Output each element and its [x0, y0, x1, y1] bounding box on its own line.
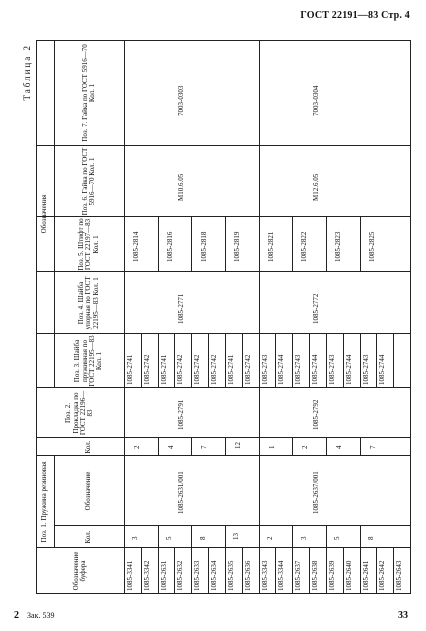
cell-qty2: 1 [267, 445, 276, 449]
cell-buffer: 1085-3344 [277, 560, 286, 591]
cell-qty2: 7 [200, 445, 209, 449]
cell-qty1: 3 [131, 536, 140, 540]
header-pos1-designation: Обозначение [84, 471, 93, 511]
group-divider-qty1 [191, 526, 192, 548]
cell-pos5: 1085-2818 [199, 231, 208, 262]
row-divider-buffer [309, 548, 310, 594]
cell-pos3: 1085-2743 [327, 354, 336, 385]
group-divider-qty1 [225, 526, 226, 548]
cell-buffer: 1085-2643 [395, 560, 404, 591]
cell-pos3: 1085-2743 [361, 354, 370, 385]
cell-pos5: 1085-2822 [300, 231, 309, 262]
cell-pos7-series-b: 7003-0304 [312, 85, 321, 116]
cell-buffer: 1085-3343 [260, 560, 269, 591]
cell-buffer: 1085-2637 [294, 560, 303, 591]
cell-buffer: 1085-3342 [142, 560, 151, 591]
cell-buffer: 1085-2641 [361, 560, 370, 591]
cell-pos3: 1085-2742 [176, 354, 185, 385]
row-divider-pos3 [158, 334, 159, 388]
cell-pos1-series-b: 1085-2637/001 [312, 471, 321, 514]
cell-buffer: 1085-2635 [226, 560, 235, 591]
cell-qty2: 2 [301, 445, 310, 449]
group-divider-qty2 [191, 438, 192, 456]
cell-qty1: 3 [299, 536, 308, 540]
cell-pos3: 1085-2742 [142, 354, 151, 385]
cell-pos7-series-a: 7003-0303 [177, 85, 186, 116]
row-divider-buffer [393, 548, 394, 594]
row-divider-pos3 [360, 334, 361, 388]
table-border-bottom [410, 40, 411, 594]
cell-pos3: 1085-2743 [294, 354, 303, 385]
row-divider-buffer [326, 548, 327, 594]
footer-page-right: 33 [398, 610, 408, 621]
row-divider-pos3 [141, 334, 142, 388]
cell-pos6-series-a: M10.6.05 [177, 173, 186, 201]
group-divider-pos5 [158, 217, 159, 272]
cell-pos5: 1085-2821 [266, 231, 275, 262]
row-divider-pos3 [208, 334, 209, 388]
cell-qty2: 4 [166, 445, 175, 449]
cell-pos3: 1085-2742 [243, 354, 252, 385]
row-divider-pos3 [191, 334, 192, 388]
row-divider-buffer [343, 548, 344, 594]
cell-buffer: 1085-2638 [311, 560, 320, 591]
group-divider-qty2 [259, 438, 260, 456]
row-divider-pos3 [174, 334, 175, 388]
group-divider-qty2 [292, 438, 293, 456]
cell-pos3: 1085-2741 [226, 354, 235, 385]
cell-qty2: 12 [234, 442, 243, 449]
row-divider-buffer [141, 548, 142, 594]
cell-qty1: 8 [198, 536, 207, 540]
cell-qty1: 2 [266, 536, 274, 540]
cell-pos3: 1085-2741 [159, 354, 168, 385]
header-pos7: Поз. 7. Гайка по ГОСТ 5916—70 Кол. 1 [80, 44, 96, 142]
cell-pos3: 1085-2742 [193, 354, 202, 385]
cell-buffer: 1085-2640 [344, 560, 353, 591]
row-divider-buffer [376, 548, 377, 594]
cell-qty2: 7 [368, 445, 377, 449]
cell-qty1: 5 [165, 536, 174, 540]
cell-pos3: 1085-2743 [260, 354, 269, 385]
cell-pos3: 1085-2744 [344, 354, 353, 385]
group-divider-pos5 [259, 217, 260, 272]
cell-pos5: 1085-2823 [334, 231, 343, 262]
cell-pos5: 1085-2814 [132, 231, 141, 262]
group-divider-qty1 [360, 526, 361, 548]
row-divider-buffer [259, 548, 260, 594]
header-pos1-qty: Кол. [84, 530, 93, 544]
group-divider-qty2 [225, 438, 226, 456]
cell-pos4-series-b: 1085-2772 [312, 293, 321, 324]
cell-pos5: 1085-2816 [165, 231, 174, 262]
page-header: ГОСТ 22191—83 Стр. 4 [300, 10, 410, 21]
row-divider-pos3 [343, 334, 344, 388]
row-divider-pos3 [275, 334, 276, 388]
cell-pos1-series-a: 1085-2631/001 [177, 471, 186, 514]
row-divider-buffer [174, 548, 175, 594]
header-pos1: Поз. 1. Пружина резиновая [40, 461, 49, 543]
header-designations: Обозначения [40, 194, 49, 234]
group-divider-pos5 [191, 217, 192, 272]
row-divider-buffer [275, 548, 276, 594]
cell-qty1: 8 [366, 536, 375, 540]
cell-pos2-series-a: 1085-2791 [177, 399, 186, 430]
cell-qty1: 5 [333, 536, 342, 540]
row-divider-pos3 [376, 334, 377, 388]
row-divider-pos3 [225, 334, 226, 388]
row-divider-buffer [191, 548, 192, 594]
row-divider-pos3 [242, 334, 243, 388]
cell-pos3: 1085-2744 [277, 354, 286, 385]
cell-buffer: 1085-2636 [243, 560, 252, 591]
header-divider [124, 40, 125, 594]
row-divider-buffer [158, 548, 159, 594]
header-pos2-qty: Кол. [84, 440, 93, 454]
series-divider-pos2 [259, 388, 260, 438]
table-title: Таблица 2 [22, 44, 32, 101]
row-divider-pos3 [309, 334, 310, 388]
cell-buffer: 1085-2639 [327, 560, 336, 591]
cell-buffer: 1085-2631 [159, 560, 168, 591]
row-divider-buffer [292, 548, 293, 594]
group-divider-qty2 [158, 438, 159, 456]
group-divider-pos5 [360, 217, 361, 272]
header-pos5: Поз. 5. Штифт по ГОСТ 22197—83 Кол. 1 [76, 218, 100, 271]
table-stage [22, 40, 410, 594]
row-divider-buffer [225, 548, 226, 594]
cell-buffer: 1085-2633 [193, 560, 202, 591]
row-divider-buffer [208, 548, 209, 594]
series-divider-pos6-7 [259, 40, 260, 217]
cell-pos5: 1085-2825 [367, 231, 376, 262]
cell-buffer: 1085-3341 [126, 560, 134, 591]
cell-pos3: 1085-2741 [126, 354, 134, 385]
cell-pos4-series-a: 1085-2771 [177, 293, 186, 324]
cell-pos3: 1085-2742 [210, 354, 219, 385]
header-pos4: Поз. 4. Шайба упорная по ГОСТ 22195—83 Кол. 1 [76, 276, 100, 330]
cell-qty2: 2 [133, 445, 142, 449]
cell-pos6-series-b: M12.6.05 [312, 173, 321, 201]
footer-left [14, 610, 54, 621]
header-buffer: Обозначение буфера [71, 551, 87, 591]
group-divider-pos5 [225, 217, 226, 272]
data-table [36, 40, 410, 594]
cell-pos3: 1085-2744 [378, 354, 387, 385]
cell-pos5: 1085-2819 [233, 231, 242, 262]
rotated-table-area [22, 40, 410, 594]
cell-buffer: 1085-2634 [210, 560, 219, 591]
group-divider-qty1 [326, 526, 327, 548]
cell-buffer: 1085-2642 [378, 560, 387, 591]
row-divider-buffer [242, 548, 243, 594]
row-divider-pos3 [326, 334, 327, 388]
group-divider-qty2 [326, 438, 327, 456]
series-divider-pos1 [259, 456, 260, 526]
cell-qty2: 4 [334, 445, 343, 449]
footer-page-number: 2 [14, 610, 19, 621]
footer-order: Зак. 539 [27, 611, 55, 620]
cell-buffer: 1085-2632 [176, 560, 185, 591]
cell-pos3: 1085-2744 [311, 354, 320, 385]
group-divider-qty1 [292, 526, 293, 548]
cell-pos2-series-b: 1085-2792 [312, 399, 321, 430]
group-divider-qty1 [259, 526, 260, 548]
header-pos2: Поз. 2. Прокладка по ГОСТ 22196—83 [64, 390, 95, 436]
header-pos3: Поз. 3. Шайба пружинная по ГОСТ 22195—83 Кол. 1 [73, 335, 104, 387]
row-divider-pos3 [259, 334, 260, 388]
series-divider-pos4 [259, 272, 260, 334]
group-divider-qty2 [360, 438, 361, 456]
row-divider-pos3 [292, 334, 293, 388]
group-divider-pos5 [292, 217, 293, 272]
group-divider-pos5 [326, 217, 327, 272]
cell-qty1: 13 [232, 533, 241, 540]
row-divider-buffer [360, 548, 361, 594]
header-pos6: Поз. 6. Гайка по ГОСТ 5916—70 Кол. 1 [80, 147, 96, 216]
group-divider-qty1 [158, 526, 159, 548]
row-divider-pos3 [393, 334, 394, 388]
